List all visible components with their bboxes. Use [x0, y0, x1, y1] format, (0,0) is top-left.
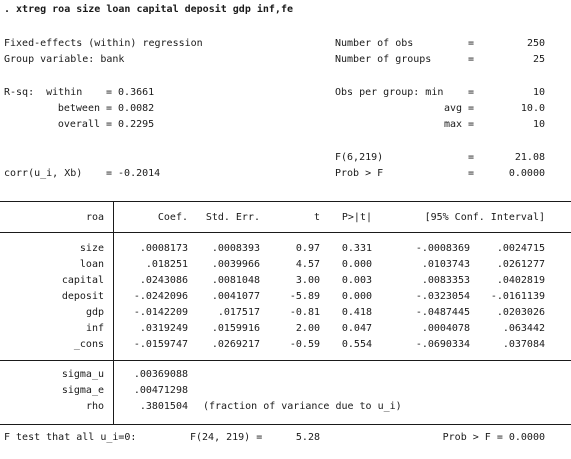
ngroups-eq: =	[468, 54, 475, 65]
cell-pvalue: 0.554	[341, 339, 372, 350]
cell-std-err: .0008393	[211, 243, 260, 254]
cell-t: -0.59	[289, 339, 320, 350]
col-header-conf-interval: [95% Conf. Interval]	[424, 212, 545, 223]
probf-value: 0.0000	[508, 168, 545, 179]
probf-label: Prob > F	[335, 168, 384, 179]
obs-max-value: 10	[532, 119, 545, 130]
cell-pvalue: 0.331	[341, 243, 372, 254]
cell-conf-low: -.0487445	[415, 307, 470, 318]
corr-value: = -0.2014	[106, 168, 161, 179]
cell-coef: .0319249	[139, 323, 188, 334]
table-header-rule	[0, 232, 571, 233]
table-body-rule	[0, 360, 571, 361]
cell-coef: .0243086	[139, 275, 188, 286]
ftest-stat: F(24, 219) =	[190, 432, 263, 443]
sigma-e-label: sigma_e	[61, 385, 104, 396]
cell-conf-low: .0004078	[421, 323, 470, 334]
cell-variable: loan	[79, 259, 104, 270]
col-header-pvalue: P>|t|	[341, 212, 372, 223]
cell-std-err: .0081048	[211, 275, 260, 286]
cell-variable: deposit	[61, 291, 104, 302]
rsq-within-value: = 0.3661	[106, 87, 155, 98]
nobs-label: Number of obs	[335, 38, 414, 49]
sigma-u-value: .00369088	[133, 369, 188, 380]
rho-note: (fraction of variance due to u_i)	[203, 401, 402, 412]
obs-avg-label: avg	[443, 103, 462, 114]
ftest-prob: Prob > F = 0.0000	[442, 432, 545, 443]
cell-variable: _cons	[73, 339, 104, 350]
corr-label: corr(u_i, Xb)	[4, 168, 83, 179]
rsq-between-value: = 0.0082	[106, 103, 155, 114]
rho-value: .3801504	[139, 401, 188, 412]
model-type-label: Fixed-effects (within) regression	[4, 38, 203, 49]
obs-max-eq: =	[468, 119, 475, 130]
cell-t: -0.81	[289, 307, 320, 318]
cell-conf-high: .0402819	[496, 275, 545, 286]
cell-variable: inf	[85, 323, 104, 334]
cell-pvalue: 0.003	[341, 275, 372, 286]
cell-conf-high: .037084	[502, 339, 545, 350]
ngroups-value: 25	[532, 54, 545, 65]
cell-conf-high: .0203026	[496, 307, 545, 318]
cell-std-err: .0039966	[211, 259, 260, 270]
cell-t: 0.97	[295, 243, 320, 254]
sigma-u-label: sigma_u	[61, 369, 104, 380]
col-header-coef: Coef.	[157, 212, 188, 223]
cell-conf-high: .0024715	[496, 243, 545, 254]
ngroups-label: Number of groups	[335, 54, 432, 65]
cell-std-err: .0041077	[211, 291, 260, 302]
rsq-within-label: R-sq: within	[4, 87, 83, 98]
cell-variable: gdp	[85, 307, 104, 318]
cell-coef: .018251	[145, 259, 188, 270]
cell-conf-low: .0103743	[421, 259, 470, 270]
table-bottom-rule	[0, 424, 571, 425]
cell-conf-high: .063442	[502, 323, 545, 334]
cell-variable: size	[79, 243, 104, 254]
col-header-t: t	[313, 212, 320, 223]
cell-pvalue: 0.000	[341, 291, 372, 302]
cell-pvalue: 0.000	[341, 259, 372, 270]
cell-conf-high: -.0161139	[490, 291, 545, 302]
rsq-overall-label: overall	[57, 119, 100, 130]
probf-eq: =	[468, 168, 475, 179]
group-variable-label: Group variable: bank	[4, 54, 125, 65]
fstat-eq: =	[468, 152, 475, 163]
command-line: . xtreg roa size loan capital deposit gdp inf,fe	[4, 4, 293, 15]
cell-pvalue: 0.047	[341, 323, 372, 334]
fstat-label: F(6,219)	[335, 152, 384, 163]
cell-conf-low: -.0690334	[415, 339, 470, 350]
cell-conf-low: .0083353	[421, 275, 470, 286]
cell-t: 3.00	[295, 275, 320, 286]
obs-min-label: Obs per group: min	[335, 87, 444, 98]
cell-t: 4.57	[295, 259, 320, 270]
obs-avg-eq: =	[468, 103, 475, 114]
cell-conf-low: -.0008369	[415, 243, 470, 254]
table-top-rule	[0, 201, 571, 202]
cell-coef: -.0142209	[133, 307, 188, 318]
nobs-value: 250	[526, 38, 545, 49]
cell-t: -5.89	[289, 291, 320, 302]
cell-conf-high: .0261277	[496, 259, 545, 270]
cell-coef: -.0242096	[133, 291, 188, 302]
obs-max-label: max	[443, 119, 462, 130]
obs-min-value: 10	[532, 87, 545, 98]
cell-std-err: .0159916	[211, 323, 260, 334]
sigma-e-value: .00471298	[133, 385, 188, 396]
cell-coef: .0008173	[139, 243, 188, 254]
cell-coef: -.0159747	[133, 339, 188, 350]
obs-avg-value: 10.0	[520, 103, 545, 114]
ftest-label: F test that all u_i=0:	[4, 432, 137, 443]
rsq-overall-value: = 0.2295	[106, 119, 155, 130]
obs-min-eq: =	[468, 87, 475, 98]
nobs-eq: =	[468, 38, 475, 49]
col-header-dep-var: roa	[85, 212, 104, 223]
cell-std-err: .0269217	[211, 339, 260, 350]
cell-t: 2.00	[295, 323, 320, 334]
cell-pvalue: 0.418	[341, 307, 372, 318]
fstat-value: 21.08	[514, 152, 545, 163]
cell-variable: capital	[61, 275, 104, 286]
cell-std-err: .017517	[217, 307, 260, 318]
col-header-std-err: Std. Err.	[205, 212, 260, 223]
ftest-value: 5.28	[295, 432, 320, 443]
rsq-between-label: between	[57, 103, 100, 114]
cell-conf-low: -.0323054	[415, 291, 470, 302]
rho-label: rho	[85, 401, 104, 412]
